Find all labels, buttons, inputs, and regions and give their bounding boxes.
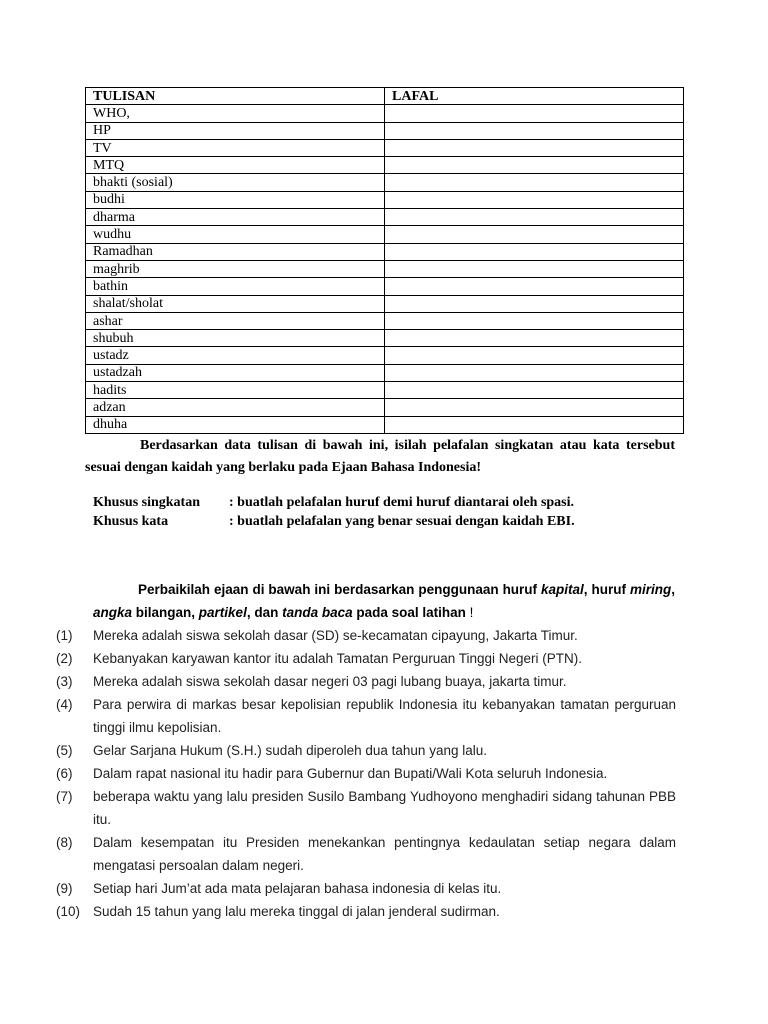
exercise-item xyxy=(56,785,676,831)
tulisan-cell: budhi xyxy=(86,191,385,208)
table-row xyxy=(86,174,684,191)
table-header-row xyxy=(86,88,684,105)
table-row xyxy=(86,312,684,329)
tulisan-cell: shalat/sholat xyxy=(86,295,385,312)
exercise-number: (8) xyxy=(56,835,73,850)
exercise-list xyxy=(56,624,676,923)
exercise-number: (9) xyxy=(56,881,73,896)
exercise-item xyxy=(56,877,676,900)
instruction-fragment: , xyxy=(671,582,675,597)
tulisan-cell: dhuha xyxy=(86,416,385,433)
special-note-text: : buatlah pelafalan huruf demi huruf diantarai oleh spasi. xyxy=(229,495,575,510)
lafal-cell[interactable] xyxy=(385,226,684,243)
table-row xyxy=(86,191,684,208)
table-row xyxy=(86,157,684,174)
instruction-paragraph xyxy=(85,435,675,479)
tulisan-cell: ustadz xyxy=(86,347,385,364)
instruction-fragment: miring xyxy=(629,582,672,597)
instruction-text: Berdasarkan data tulisan di bawah ini, isilah pelafalan singkatan atau kata tersebut sesuai dengan kaidah yang berlaku pada Ejaan Bahasa Indonesia! xyxy=(85,438,675,475)
exercise-number: (3) xyxy=(56,674,73,689)
exercise-item xyxy=(56,900,676,923)
instruction-fragment: Perbaikilah ejaan di bawah ini berdasarkan penggunaan huruf xyxy=(138,582,542,597)
tulisan-cell: hadits xyxy=(86,382,385,399)
tulisan-cell: WHO, xyxy=(86,105,385,122)
exercise-item xyxy=(56,762,676,785)
exercise-number: (4) xyxy=(56,697,73,712)
special-note-word xyxy=(93,513,673,531)
instruction-fragment: partikel xyxy=(198,605,247,620)
table-row xyxy=(86,105,684,122)
table-row xyxy=(86,364,684,381)
table-row xyxy=(86,278,684,295)
tulisan-cell: bathin xyxy=(86,278,385,295)
column-header-lafal: LAFAL xyxy=(385,88,684,105)
lafal-cell[interactable] xyxy=(385,347,684,364)
table-row xyxy=(86,330,684,347)
lafal-cell[interactable] xyxy=(385,139,684,156)
lafal-cell[interactable] xyxy=(385,312,684,329)
instruction-fragment: angka xyxy=(93,605,133,620)
exercise-text: beberapa waktu yang lalu presiden Susilo Bambang Yudhoyono menghadiri sidang tahunan PBB itu. xyxy=(93,789,676,827)
tulisan-cell: Ramadhan xyxy=(86,243,385,260)
special-note-text: : buatlah pelafalan yang benar sesuai dengan kaidah EBI. xyxy=(229,514,575,529)
lafal-cell[interactable] xyxy=(385,122,684,139)
exercise-text: Dalam kesempatan itu Presiden menekankan pentingnya kedaulatan setiap negara dalam mengatasi persoalan dalam negeri. xyxy=(93,835,676,873)
table-row xyxy=(86,399,684,416)
exercise-text: Kebanyakan karyawan kantor itu adalah Tamatan Perguruan Tinggi Negeri (PTN). xyxy=(93,651,583,666)
tulisan-cell: shubuh xyxy=(86,330,385,347)
table-row xyxy=(86,209,684,226)
tulisan-cell: dharma xyxy=(86,209,385,226)
tulisan-cell: ustadzah xyxy=(86,364,385,381)
instruction-fragment: , huruf xyxy=(583,582,630,597)
special-note-label: Khusus kata xyxy=(93,514,169,529)
exercise-text: Para perwira di markas besar kepolisian republik Indonesia itu kebanyakan tamatan perguruan tinggi ilmu kepolisian. xyxy=(93,697,676,735)
lafal-cell[interactable] xyxy=(385,243,684,260)
exercise-item xyxy=(56,831,676,877)
instruction-fragment: ! xyxy=(465,605,474,620)
tulisan-cell: wudhu xyxy=(86,226,385,243)
exercise-item xyxy=(56,624,676,647)
exercise-text: Dalam rapat nasional itu hadir para Gubernur dan Bupati/Wali Kota seluruh Indonesia. xyxy=(93,766,608,781)
tulisan-cell: MTQ xyxy=(86,157,385,174)
exercise-item xyxy=(56,693,676,739)
lafal-cell[interactable] xyxy=(385,174,684,191)
instruction-fragment: tanda baca xyxy=(282,605,353,620)
column-header-tulisan: TULISAN xyxy=(86,88,385,105)
exercise-text: Mereka adalah siswa sekolah dasar (SD) se-kecamatan cipayung, Jakarta Timur. xyxy=(93,628,578,643)
tulisan-cell: HP xyxy=(86,122,385,139)
tulisan-cell: maghrib xyxy=(86,260,385,277)
lafal-cell[interactable] xyxy=(385,105,684,122)
exercise-number: (7) xyxy=(56,789,73,804)
lafal-cell[interactable] xyxy=(385,278,684,295)
exercise-number: (5) xyxy=(56,743,73,758)
exercise-item xyxy=(56,670,676,693)
tulisan-cell: ashar xyxy=(86,312,385,329)
exercise-text: Sudah 15 tahun yang lalu mereka tinggal di jalan jenderal sudirman. xyxy=(93,904,500,919)
table-body xyxy=(86,105,684,434)
pronunciation-table xyxy=(85,87,684,434)
table-row xyxy=(86,260,684,277)
instruction-fragment: kapital xyxy=(541,582,584,597)
tulisan-cell: bhakti (sosial) xyxy=(86,174,385,191)
exercise-text: Setiap hari Jum’at ada mata pelajaran bahasa indonesia di kelas itu. xyxy=(93,881,502,896)
exercise-text: Gelar Sarjana Hukum (S.H.) sudah diperoleh dua tahun yang lalu. xyxy=(93,743,487,758)
exercise-number: (6) xyxy=(56,766,73,781)
exercise-number: (2) xyxy=(56,651,73,666)
exercise-text: Mereka adalah siswa sekolah dasar negeri 03 pagi lubang buaya, jakarta timur. xyxy=(93,674,567,689)
lafal-cell[interactable] xyxy=(385,330,684,347)
lafal-cell[interactable] xyxy=(385,157,684,174)
exercise-item xyxy=(56,647,676,670)
lafal-cell[interactable] xyxy=(385,382,684,399)
table-row xyxy=(86,382,684,399)
section2-instruction xyxy=(93,578,675,624)
table-row xyxy=(86,243,684,260)
lafal-cell[interactable] xyxy=(385,295,684,312)
exercise-number: (10) xyxy=(56,904,81,919)
lafal-cell[interactable] xyxy=(385,399,684,416)
special-note-label: Khusus singkatan xyxy=(93,495,201,510)
instruction-fragment: pada soal latihan xyxy=(352,605,466,620)
exercise-item xyxy=(56,739,676,762)
lafal-cell[interactable] xyxy=(385,191,684,208)
table-row xyxy=(86,347,684,364)
tulisan-cell: adzan xyxy=(86,399,385,416)
table-row xyxy=(86,226,684,243)
instruction-fragment: , dan xyxy=(246,605,283,620)
table-row xyxy=(86,122,684,139)
table-row xyxy=(86,295,684,312)
lafal-cell[interactable] xyxy=(385,364,684,381)
lafal-cell[interactable] xyxy=(385,209,684,226)
table-row xyxy=(86,416,684,433)
special-note-abbreviation xyxy=(93,494,673,512)
table-row xyxy=(86,139,684,156)
lafal-cell[interactable] xyxy=(385,416,684,433)
lafal-cell[interactable] xyxy=(385,260,684,277)
instruction-fragment: bilangan, xyxy=(132,605,199,620)
tulisan-cell: TV xyxy=(86,139,385,156)
exercise-number: (1) xyxy=(56,628,73,643)
